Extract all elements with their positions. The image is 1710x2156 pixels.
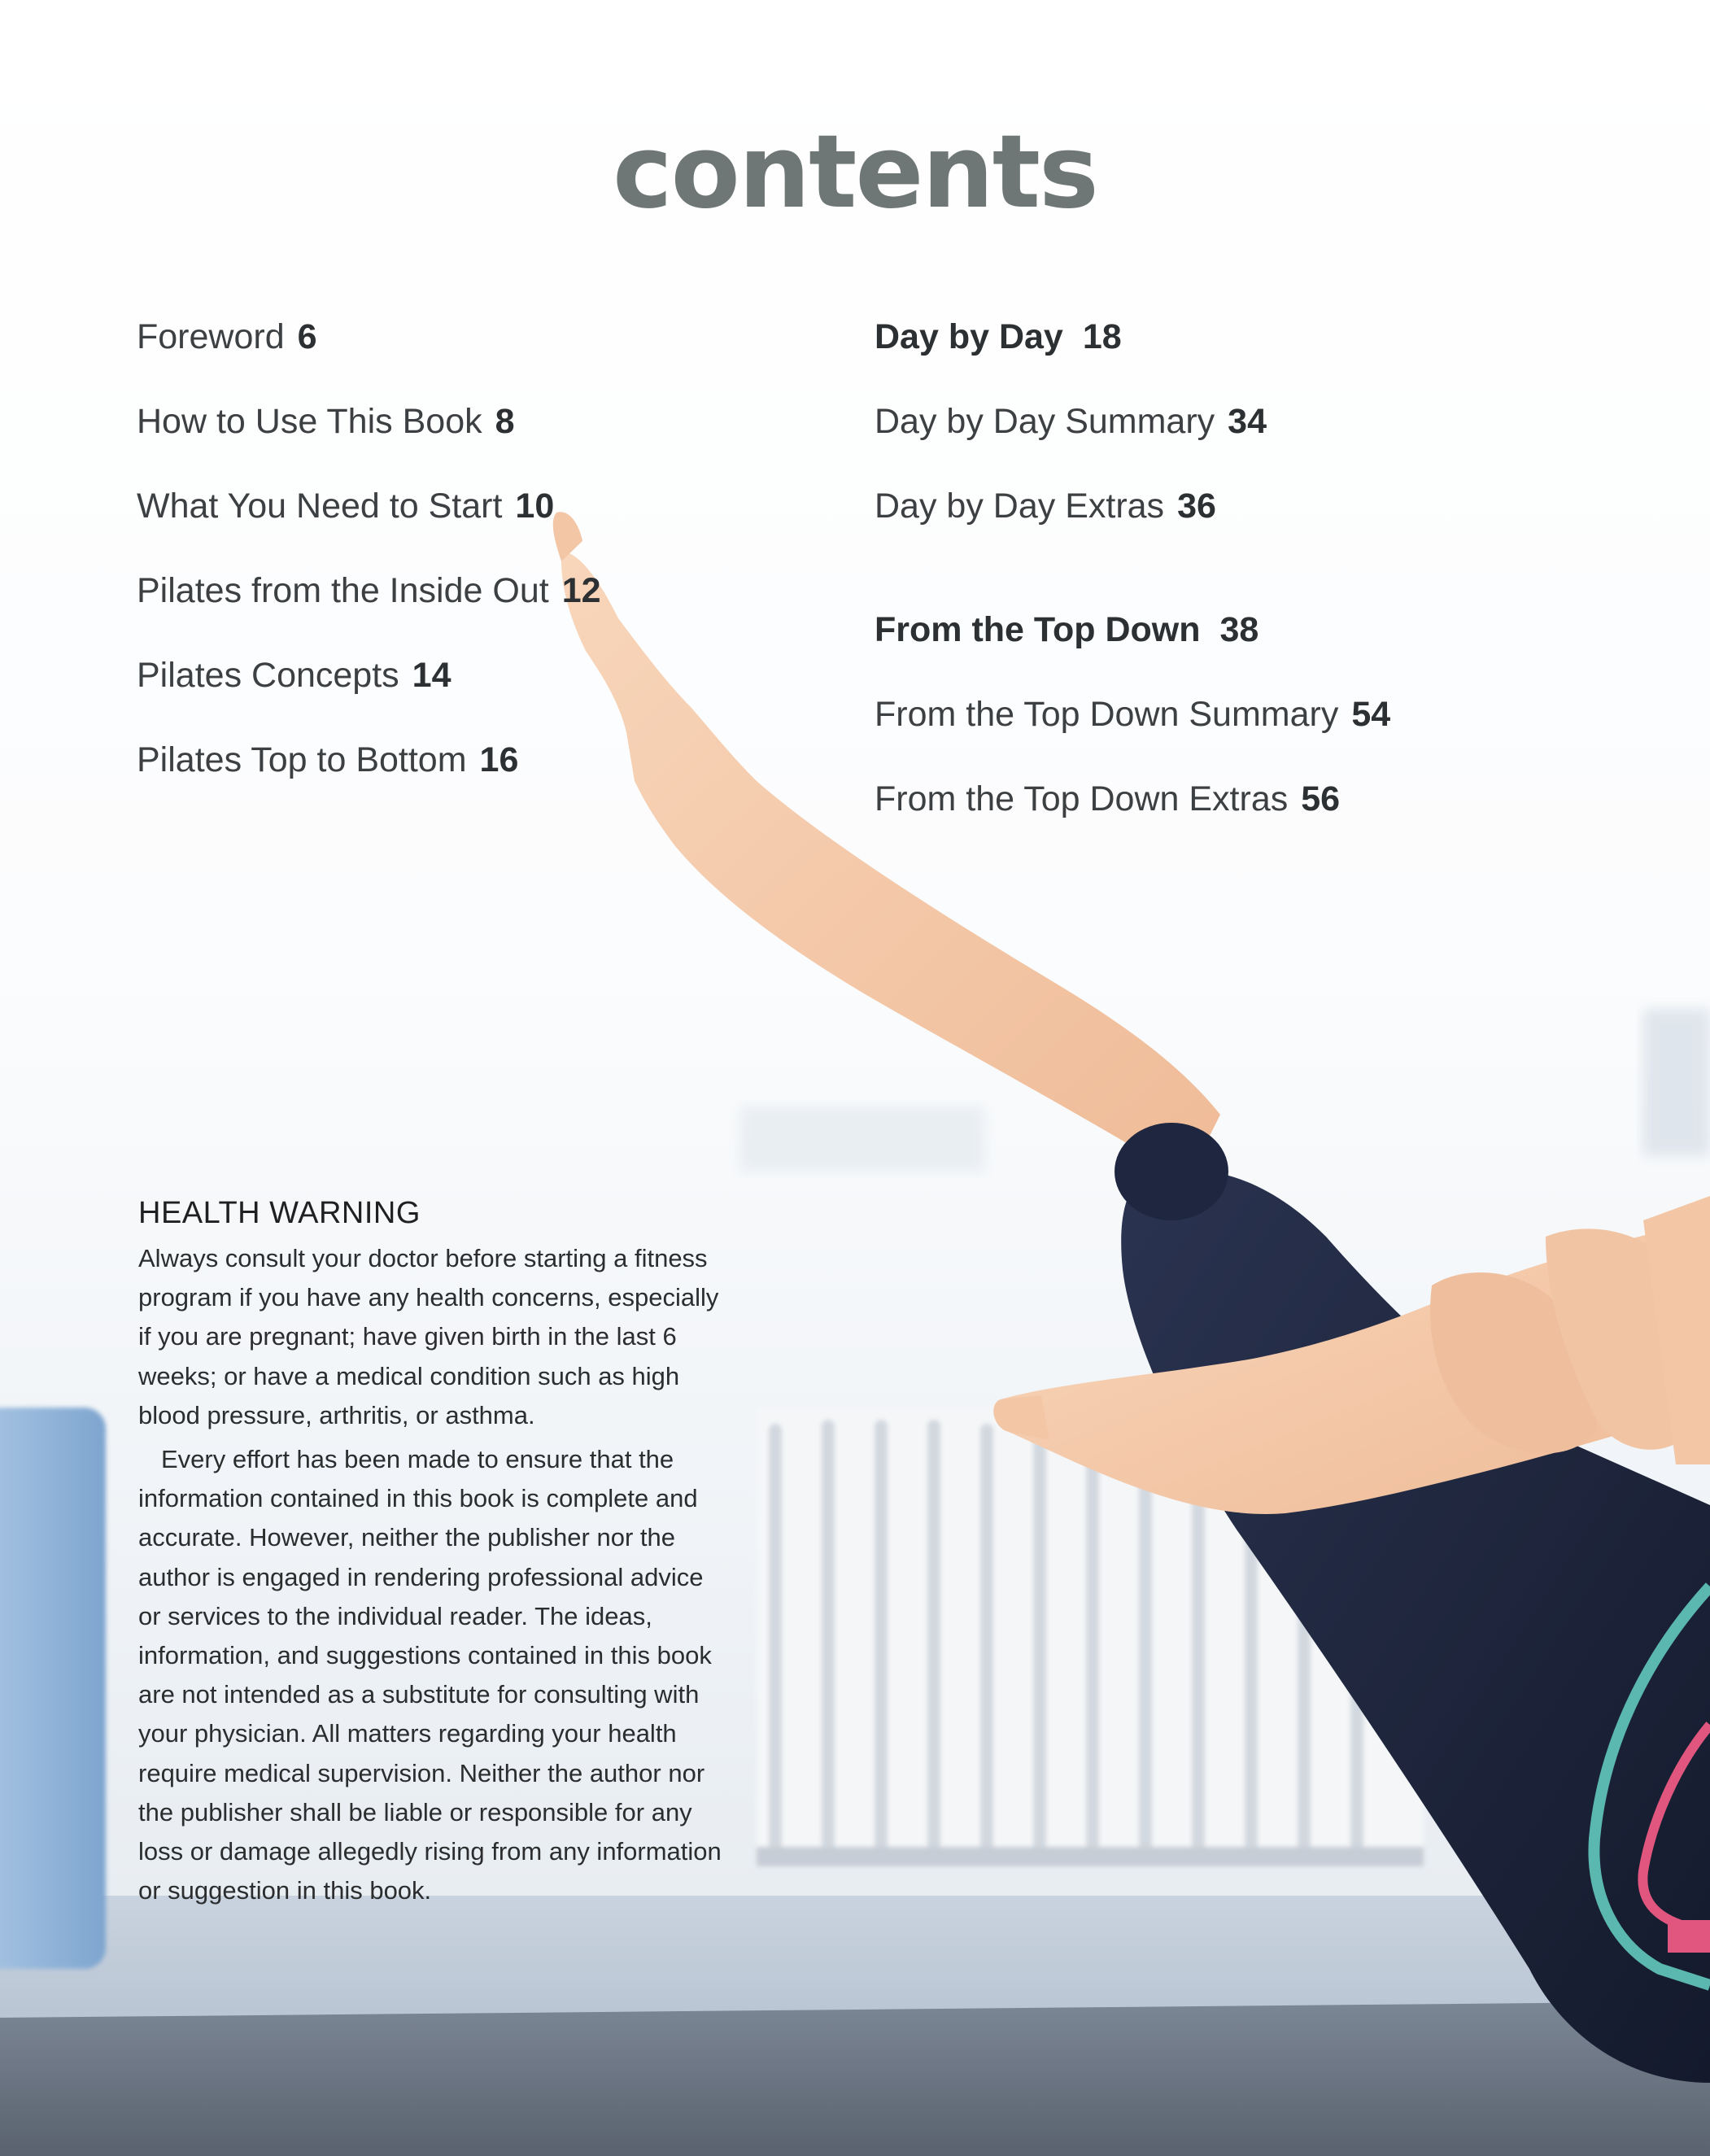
toc-entry[interactable] xyxy=(875,688,1390,740)
toc-entry-page: 34 xyxy=(1228,402,1267,441)
health-warning xyxy=(138,1196,724,1910)
toc-entry-page: 18 xyxy=(1082,317,1122,356)
toc-entry-label: How to Use This Book xyxy=(137,402,482,441)
toc-entry[interactable] xyxy=(137,734,518,786)
toc-entry-page: 54 xyxy=(1351,695,1391,734)
toc-entry-label: Pilates from the Inside Out xyxy=(137,571,549,610)
toc-entry-page: 12 xyxy=(561,571,601,610)
toc-entry-page: 56 xyxy=(1301,779,1341,818)
toc-entry-label: What You Need to Start xyxy=(137,487,503,526)
page-title: contents xyxy=(613,114,1097,231)
toc-entry[interactable] xyxy=(875,395,1267,447)
toc-entry-label: From the Top Down Extras xyxy=(875,779,1289,818)
toc-entry-label: From the Top Down Summary xyxy=(875,695,1339,734)
toc-entry[interactable] xyxy=(137,311,317,363)
toc-section-heading[interactable] xyxy=(875,311,1122,363)
toc-entry-label: Pilates Concepts xyxy=(137,656,399,695)
toc-entry[interactable] xyxy=(875,480,1216,532)
toc-entry[interactable] xyxy=(137,480,554,532)
toc-entry[interactable] xyxy=(875,773,1340,825)
toc-entry-label: Day by Day xyxy=(875,317,1063,356)
disclaimer-paragraph: Every effort has been made to ensure that the information contained in this book is complete and accurate. However, neither the publisher nor the author is engaged in rendering professional advice or services to the individual reader. The ideas, information, and suggestions contained in this book are not intended as a substitute for consulting with your physician. All matters regarding your health require medical supervision. Neither the author nor the publisher shall be liable or responsible for any loss or damage allegedly rising from any information or suggestion in this book. xyxy=(138,1445,722,1905)
toc-entry-page: 36 xyxy=(1177,487,1216,526)
toc-entry-label: Day by Day Summary xyxy=(875,402,1215,441)
toc-entry-label: From the Top Down xyxy=(875,610,1201,649)
health-warning-paragraph: Always consult your doctor before starting a fitness program if you have any health concerns, especially if you are pregnant; have given birth in the last 6 weeks; or have a medical condition such as high blood pressure, arthritis, or asthma. xyxy=(138,1244,719,1429)
toc-entry[interactable] xyxy=(137,649,451,701)
toc-entry-page: 14 xyxy=(412,656,451,695)
toc-entry-label: Day by Day Extras xyxy=(875,487,1165,526)
toc-entry[interactable] xyxy=(137,395,515,447)
toc-entry[interactable] xyxy=(137,565,601,617)
toc-entry-label: Foreword xyxy=(137,317,285,356)
toc-section-heading[interactable] xyxy=(875,604,1259,656)
toc-entry-page: 38 xyxy=(1219,610,1259,649)
toc-entry-page: 8 xyxy=(495,402,515,441)
toc-entry-label: Pilates Top to Bottom xyxy=(137,740,467,779)
toc-entry-page: 10 xyxy=(515,487,555,526)
toc-entry-page: 6 xyxy=(297,317,317,356)
health-warning-heading: HEALTH WARNING xyxy=(138,1196,421,1230)
toc-entry-page: 16 xyxy=(479,740,519,779)
